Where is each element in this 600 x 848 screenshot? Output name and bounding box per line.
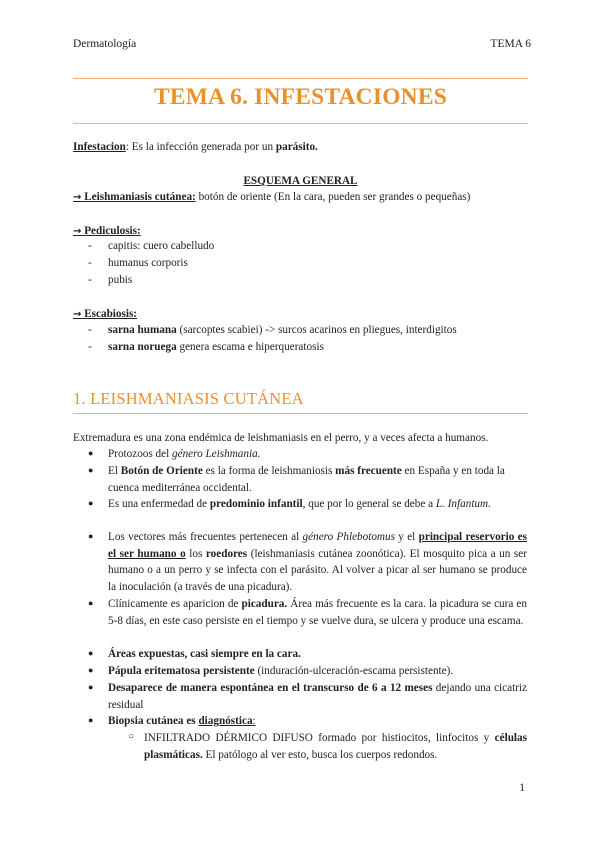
list-item: sarna humana (sarcoptes scabiei) -> surcos acarinos en pliegues, interdigitos [108, 324, 457, 336]
scheme-heading: ESQUEMA GENERAL [243, 175, 358, 187]
bullet-icon: ● [88, 465, 94, 475]
bullet-icon: ● [88, 531, 94, 541]
dash-marker: - [88, 274, 92, 286]
bullet-icon: ● [88, 682, 94, 692]
page-number: 1 [519, 782, 525, 794]
list-item: INFILTRADO DÉRMICO DIFUSO formado por histiocitos, linfocitos y células plasmáticas. El patólogo al ver esto, busca los cuerpos redondos. [144, 732, 527, 761]
sub-bullet-icon: ○ [128, 731, 135, 742]
bullet-icon: ● [88, 715, 94, 725]
scheme-pediculosis: → Pediculosis: [73, 225, 141, 237]
section-title: 1. LEISHMANIASIS CUTÁNEA [73, 389, 304, 408]
list-item: Biopsia cutánea es diagnóstica: [108, 715, 256, 727]
list-item: sarna noruega genera escama e hiperqueratosis [108, 341, 324, 353]
arrow-icon: → [73, 226, 82, 237]
list-item: Es una enfermedad de predominio infantil, que por lo general se debe a L. Infantum. [108, 498, 491, 510]
list-item: Clínicamente es aparicion de picadura. Área más frecuente es la cara. la picadura se cura en 5-8 días, en este caso persiste en el tiempo y se vuelve dura, se ulcera y produce una escama. [108, 598, 527, 627]
section-intro: Extremadura es una zona endémica de leishmaniasis en el perro, y a veces afecta a humanos. [73, 432, 489, 444]
bullet-icon: ● [88, 665, 94, 675]
list-item: Protozoos del género Leishmania. [108, 448, 261, 460]
title-rule-bottom [73, 123, 528, 124]
header-subject: Dermatología [73, 38, 137, 50]
header-topic: TEMA 6 [490, 38, 531, 50]
dash-marker: - [88, 324, 92, 336]
list-item: El Botón de Oriente es la forma de leishmaniosis más frecuente en España y en toda la cuenca mediterránea occidental. [108, 465, 505, 494]
list-item: Áreas expuestas, casi siempre en la cara. [108, 648, 301, 660]
section-rule [73, 413, 528, 414]
list-item: Desaparece de manera espontánea en el transcurso de 6 a 12 meses dejando una cicatriz residual [108, 682, 528, 711]
list-item: capitis: cuero cabelludo [108, 240, 215, 252]
arrow-icon: → [73, 309, 82, 320]
arrow-icon: → [73, 192, 82, 203]
scheme-leishmaniasis: → Leishmaniasis cutánea: botón de oriente (En la cara, pueden ser grandes o pequeñas) [73, 191, 471, 203]
definition: Infestacion: Es la infección generada por un parásito. [73, 141, 318, 153]
list-item: Pápula eritematosa persistente (induración-ulceración-escama persistente). [108, 665, 454, 677]
scheme-escabiosis: → Escabiosis: [73, 308, 138, 320]
dash-marker: - [88, 257, 92, 269]
dash-marker: - [88, 341, 92, 353]
bullet-icon: ● [88, 648, 94, 658]
list-item: Los vectores más frecuentes pertenecen al género Phlebotomus y el principal reservorio es el ser humano o los roedores (leishmaniasis cutánea zoonótica). El mosquito pica a un ser humano o a un perro y se infecta con el parásito. Al volver a picar al ser humano se produce la inoculación (a través de una picadura). [108, 531, 527, 593]
dash-marker: - [88, 240, 92, 252]
list-item: humanus corporis [108, 257, 188, 269]
bullet-icon: ● [88, 448, 94, 458]
bullet-icon: ● [88, 598, 94, 608]
page-title: TEMA 6. INFESTACIONES [153, 84, 447, 110]
list-item: pubis [108, 274, 133, 286]
bullet-icon: ● [88, 498, 94, 508]
title-rule-top [73, 78, 528, 79]
